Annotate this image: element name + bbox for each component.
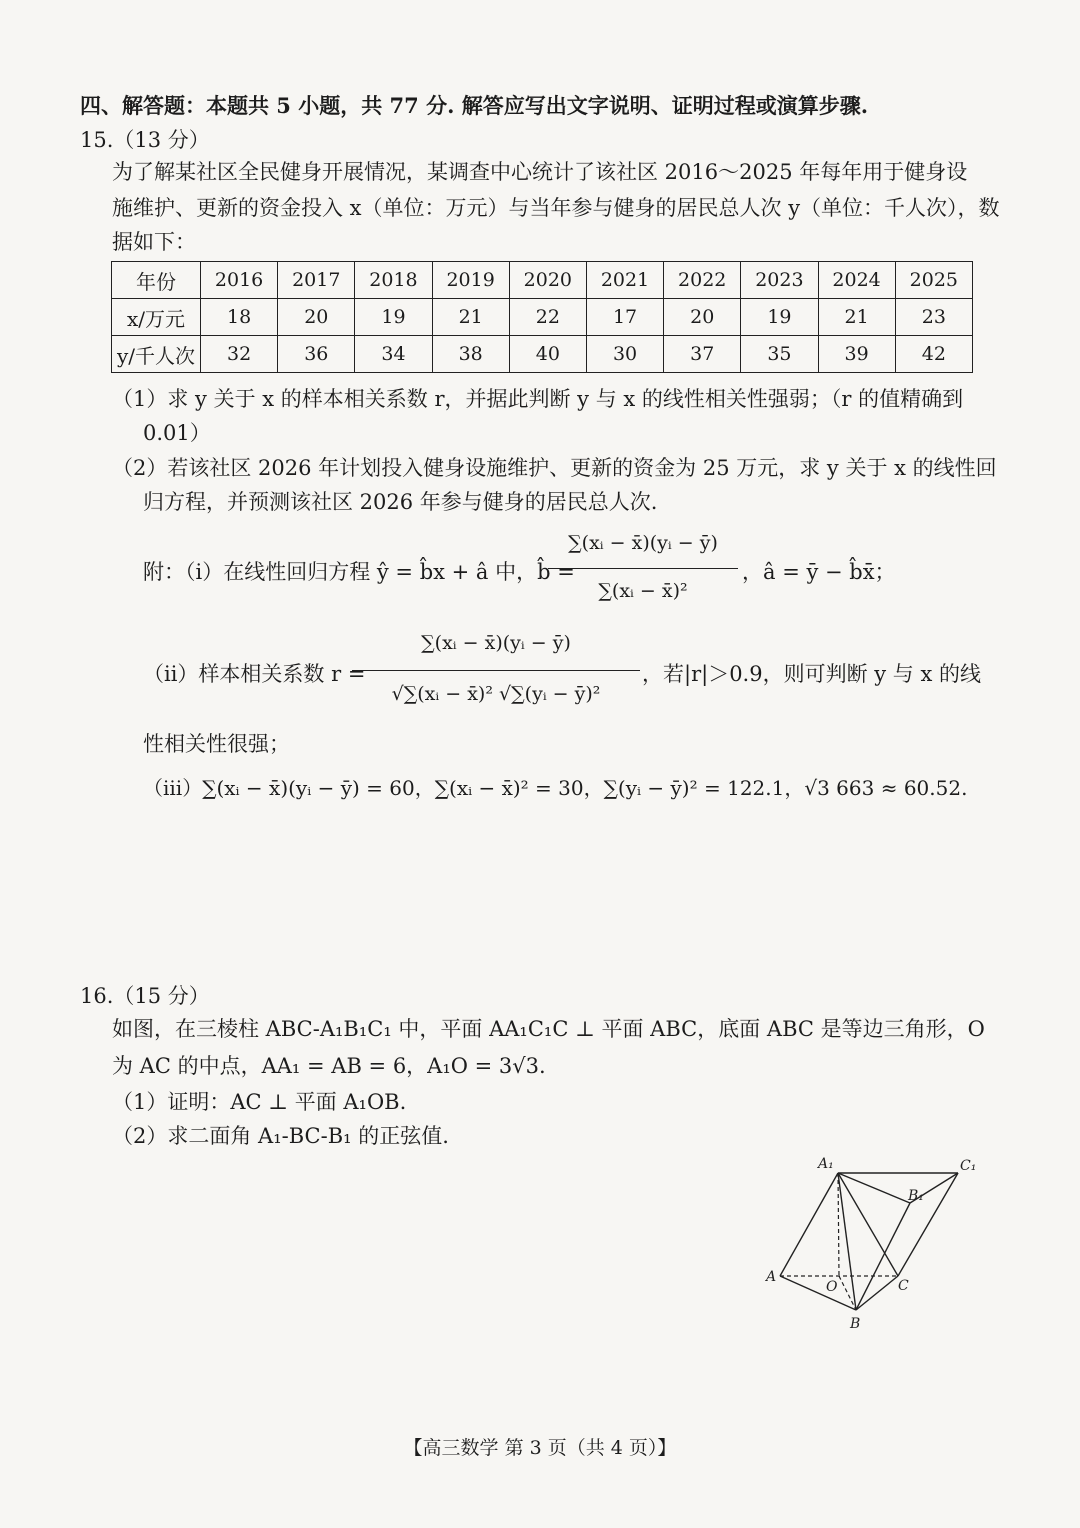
data-table — [111, 261, 973, 373]
table-cell: 2021 — [586, 262, 663, 299]
appendix-i-numerator: ∑(xᵢ − x̄)(yᵢ − ȳ) — [568, 532, 718, 554]
q15-part1-cont: 0.01） — [143, 421, 211, 445]
table-header-cell: x/万元 — [112, 299, 201, 336]
table-cell: 21 — [818, 299, 895, 336]
table-cell: 20 — [664, 299, 741, 336]
appendix-i-tail: ，â = ȳ − b̂x̄； — [742, 560, 896, 584]
table-cell: 34 — [355, 336, 432, 373]
appendix-i-denominator: ∑(xᵢ − x̄)² — [598, 580, 688, 602]
table-cell: 19 — [741, 299, 818, 336]
edge-a1o-hidden — [838, 1173, 839, 1276]
table-cell: 2019 — [432, 262, 509, 299]
q15-number: 15.（13 分） — [80, 128, 210, 152]
q15-part1: （1）求 y 关于 x 的样本相关系数 r，并据此判断 y 与 x 的线性相关性强弱；（r 的值精确到 — [112, 387, 964, 411]
edge-bc — [856, 1276, 898, 1310]
label-o: O — [826, 1279, 838, 1295]
edge-a1c — [838, 1173, 898, 1276]
appendix-ii-denominator: √∑(xᵢ − x̄)² √∑(yᵢ − ȳ)² — [391, 683, 601, 705]
label-a1: A₁ — [818, 1156, 834, 1172]
q16-number: 16.（15 分） — [80, 984, 210, 1008]
label-a: A — [766, 1269, 777, 1285]
table-cell: 2016 — [201, 262, 278, 299]
page-footer: 【高三数学 第 3 页（共 4 页）】 — [403, 1437, 677, 1459]
table-header-cell: y/千人次 — [112, 336, 201, 373]
appendix-ii-lead: （ⅱ）样本相关系数 r = — [143, 662, 366, 686]
table-cell: 2025 — [895, 262, 972, 299]
table-row-year — [112, 262, 973, 299]
table-cell: 17 — [586, 299, 663, 336]
table-cell: 19 — [355, 299, 432, 336]
table-header-cell: 年份 — [112, 262, 201, 299]
table-cell: 40 — [509, 336, 586, 373]
edge-a1b — [838, 1173, 856, 1310]
edge-a1b1 — [838, 1173, 910, 1203]
appendix-iii: （ⅲ）∑(xᵢ − x̄)(yᵢ − ȳ) = 60，∑(xᵢ − x̄)² = 30，∑(yᵢ − ȳ)² = 122.1，√3 663 ≈ 60.52. — [143, 776, 968, 800]
q16-part2: （2）求二面角 A₁-BC-B₁ 的正弦值. — [112, 1124, 449, 1148]
fraction-bar — [548, 568, 738, 569]
table-cell: 2023 — [741, 262, 818, 299]
table-cell: 2018 — [355, 262, 432, 299]
table-cell: 2024 — [818, 262, 895, 299]
table-cell: 30 — [586, 336, 663, 373]
q15-intro-line: 施维护、更新的资金投入 x（单位：万元）与当年参与健身的居民总人次 y（单位：千人次），数 — [112, 196, 1000, 220]
prism-figure — [760, 1148, 990, 1338]
appendix-ii-cont: 性相关性很强； — [143, 732, 290, 756]
q16-part1: （1）证明：AC ⊥ 平面 A₁OB. — [112, 1090, 407, 1114]
table-cell: 42 — [895, 336, 972, 373]
q16-text-line: 如图，在三棱柱 ABC-A₁B₁C₁ 中，平面 AA₁C₁C ⊥ 平面 ABC，底面 ABC 是等边三角形，O — [112, 1017, 985, 1041]
q15-part2-cont: 归方程，并预测该社区 2026 年参与健身的居民总人次. — [143, 490, 658, 514]
edge-ab — [780, 1276, 856, 1310]
q15-intro-line: 为了解某社区全民健身开展情况，某调查中心统计了该社区 2016～2025 年每年用于健身设 — [112, 160, 968, 184]
appendix-ii-numerator: ∑(xᵢ − x̄)(yᵢ − ȳ) — [421, 632, 571, 654]
table-cell: 2017 — [278, 262, 355, 299]
table-cell: 2022 — [664, 262, 741, 299]
q15-part2: （2）若该社区 2026 年计划投入健身设施维护、更新的资金为 25 万元，求 y 关于 x 的线性回 — [112, 456, 997, 480]
label-c1: C₁ — [960, 1158, 977, 1174]
table-row-x — [112, 299, 973, 336]
table-cell: 38 — [432, 336, 509, 373]
edge-cc1 — [898, 1173, 958, 1276]
label-c: C — [898, 1278, 909, 1294]
label-b: B — [850, 1316, 861, 1332]
table-cell: 2020 — [509, 262, 586, 299]
table-row-y — [112, 336, 973, 373]
table-cell: 21 — [432, 299, 509, 336]
table-cell: 23 — [895, 299, 972, 336]
edge-aa1 — [780, 1173, 838, 1276]
table-cell: 35 — [741, 336, 818, 373]
table-cell: 18 — [201, 299, 278, 336]
table-cell: 22 — [509, 299, 586, 336]
table-cell: 37 — [664, 336, 741, 373]
section-heading: 四、解答题：本题共 5 小题，共 77 分. 解答应写出文字说明、证明过程或演算步骤. — [80, 93, 869, 118]
appendix-i-lead: 附：（ⅰ）在线性回归方程 ŷ = b̂x + â 中，b̂ = — [143, 560, 575, 584]
q16-text-line: 为 AC 的中点，AA₁ = AB = 6，A₁O = 3√3. — [112, 1054, 546, 1078]
label-b1: B₁ — [908, 1188, 924, 1204]
q15-intro-line: 据如下： — [112, 230, 196, 254]
table-cell: 20 — [278, 299, 355, 336]
table-cell: 36 — [278, 336, 355, 373]
table-cell: 32 — [201, 336, 278, 373]
table-cell: 39 — [818, 336, 895, 373]
appendix-ii-tail: ，若|r|＞0.9，则可判断 y 与 x 的线 — [642, 662, 981, 686]
fraction-bar — [352, 670, 640, 671]
